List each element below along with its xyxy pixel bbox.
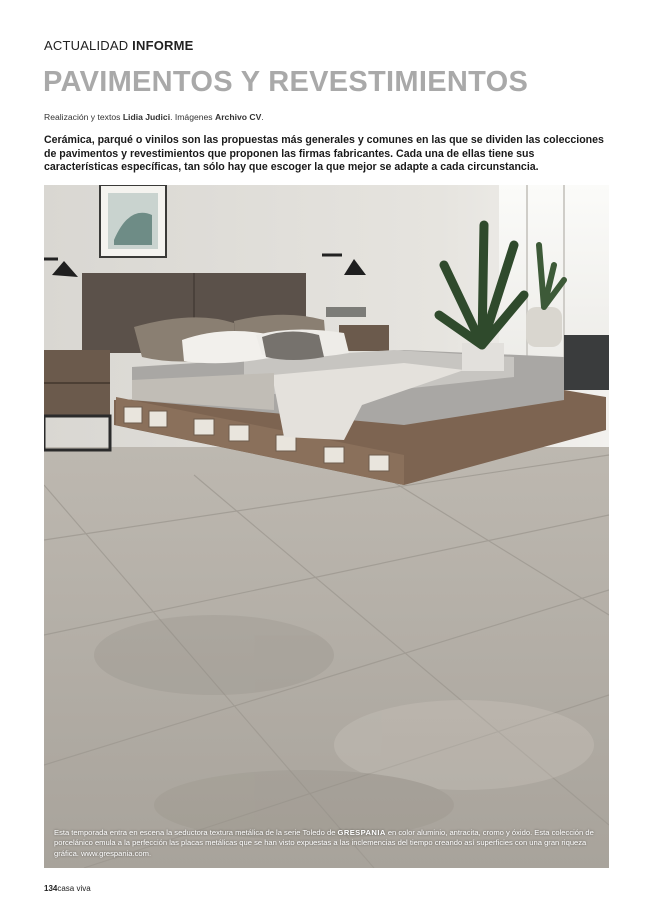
credits-source: Archivo CV <box>215 112 262 122</box>
caption-brand: GRESPANIA <box>337 827 386 837</box>
page-footer <box>44 884 91 893</box>
page-number: 134 <box>44 884 58 893</box>
section-label <box>44 38 194 53</box>
intro-paragraph: Cerámica, parqué o vinilos son las propuestas más generales y comunes en las que se dividen las colecciones de pavimentos y revestimientos que proponen las firmas fabricantes. Cada una de ellas tiene sus características específicas, tan sólo hay que escoger la que mejor se adapte a cada circunstancia. <box>44 134 604 173</box>
magazine-name: casa viva <box>57 884 91 893</box>
caption-text-end: en color aluminio, antracita, cromo y óxido. Esta colección de porcelánico emula a la perfección las placas metálicas que se han visto expuestas a las inclemencias del tiempo creando así superficies con una gran riqueza gráfica. www.grespania.com. <box>54 827 594 858</box>
credits-suffix: . <box>261 112 264 122</box>
credits-middle: . Imágenes <box>170 112 215 122</box>
photo-caption <box>54 828 601 860</box>
section-label-bold: INFORME <box>132 38 194 53</box>
bedroom-illustration <box>44 185 609 868</box>
credits-line <box>44 112 264 122</box>
credits-author: Lidia Judici <box>122 112 171 122</box>
pillows <box>134 315 349 364</box>
credits-prefix: Realización y textos <box>44 112 123 122</box>
page-title: PAVIMENTOS Y REVESTIMIENTOS <box>43 66 529 98</box>
caption-text-start: Esta temporada entra en escena la seductora textura metálica de la serie Toledo de <box>54 827 338 837</box>
bedroom-photo <box>44 185 609 868</box>
section-label-regular: ACTUALIDAD <box>44 38 129 53</box>
